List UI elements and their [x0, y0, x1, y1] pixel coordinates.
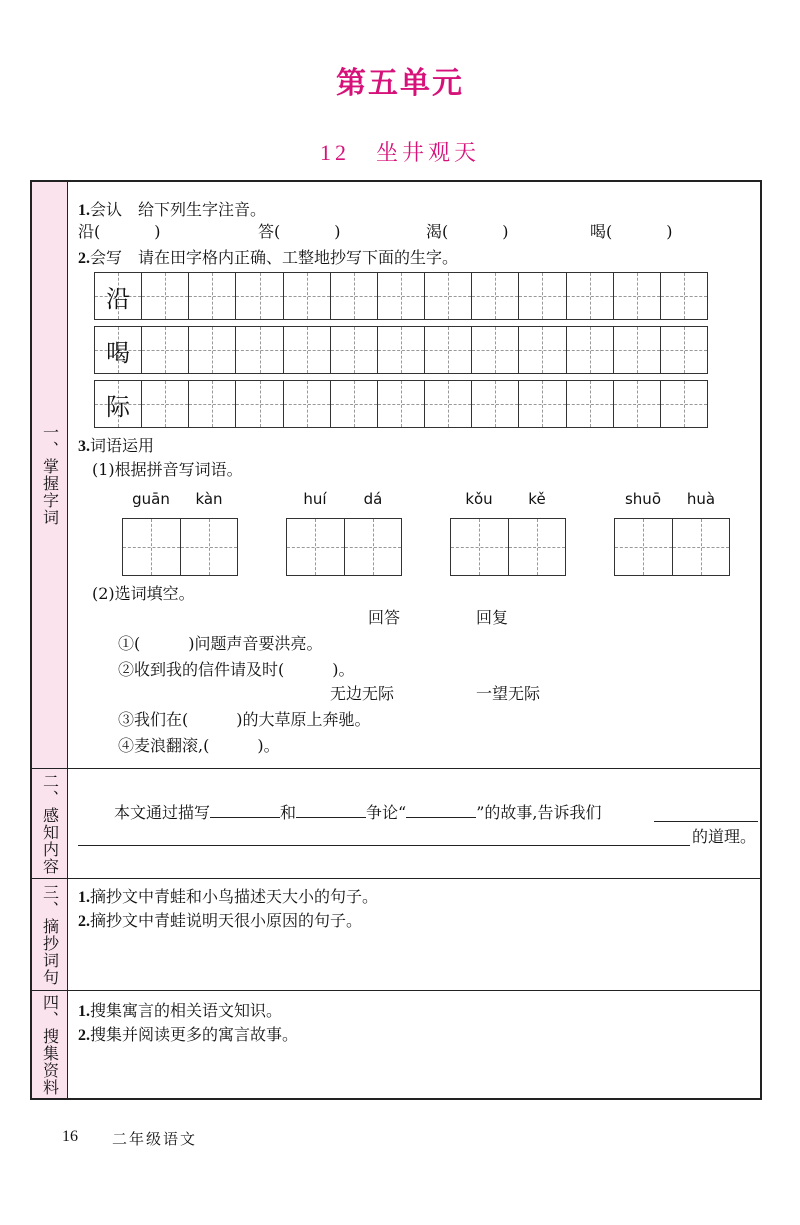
lesson-name: 坐井观天 [375, 141, 480, 166]
lesson-number: 12 [319, 140, 350, 165]
summary-line-1: 本文通过描写 和 争论“ ”的故事,告诉我们 [114, 803, 602, 822]
section-label: 二、感知内容 [32, 769, 68, 878]
section-label: 三、摘抄词句 [32, 879, 68, 990]
answer-blank-2[interactable] [78, 845, 690, 846]
q3-sub1: (1)根据拼音写词语。 [92, 460, 243, 479]
book-title: 二年级语文 [112, 1130, 198, 1148]
option-wubianwuji: 无边无际 [330, 684, 395, 703]
section-label: 四、搜集资料 [32, 991, 68, 1098]
worksheet-table [30, 180, 762, 1100]
q1-char-1[interactable]: 沿( ) [78, 222, 161, 241]
tianzige-row-1[interactable]: 沿 [94, 272, 708, 320]
summary-line-2: 的道理。 [692, 827, 757, 846]
q1-char-3[interactable]: 渴( ) [426, 222, 509, 241]
fill-item-2[interactable]: ②收到我的信件请及时( )。 [118, 660, 355, 679]
lesson-title [0, 136, 800, 167]
tianzige-row-3[interactable]: 际 [94, 380, 708, 428]
section-copy-sentences [32, 879, 760, 991]
collect-item-2: 2.搜集并阅读更多的寓言故事。 [78, 1025, 299, 1044]
pinyin-word-2[interactable]: huí dá [286, 490, 402, 580]
pinyin-word-4[interactable]: shuō huà [614, 490, 730, 580]
q1-char-4[interactable]: 喝( ) [590, 222, 673, 241]
unit-title: 第五单元 [336, 66, 464, 101]
section-perceive-content [32, 769, 760, 879]
answer-blank-1[interactable] [654, 821, 758, 822]
copy-item-2: 2.摘抄文中青蛙说明天很小原因的句子。 [78, 911, 363, 930]
q1-char-2[interactable]: 答( ) [258, 222, 341, 241]
pinyin-word-3[interactable]: kǒu kě [450, 490, 566, 580]
fill-item-1[interactable]: ①( )问题声音要洪亮。 [118, 634, 323, 653]
q3-sub2: (2)选词填空。 [92, 584, 195, 603]
section-collect-materials [32, 991, 760, 1098]
q2-line: 2.会写 请在田字格内正确、工整地抄写下面的生字。 [78, 248, 459, 267]
option-huifu: 回复 [476, 608, 509, 627]
fill-item-3[interactable]: ③我们在( )的大草原上奔驰。 [118, 710, 371, 729]
tianzige-row-2[interactable]: 喝 [94, 326, 708, 374]
option-yiwangwuji: 一望无际 [476, 684, 541, 703]
q1-line: 1.会认 给下列生字注音。 [78, 200, 267, 219]
page-number: 16 [62, 1128, 78, 1145]
section-master-words [32, 182, 760, 769]
pinyin-word-1[interactable]: guān kàn [122, 490, 238, 580]
section-label: 一、掌握字词 [32, 182, 68, 768]
collect-item-1: 1.搜集寓言的相关语文知识。 [78, 1001, 283, 1020]
q3-heading: 3.词语运用 [78, 436, 155, 455]
fill-item-4[interactable]: ④麦浪翻滚,( )。 [118, 736, 280, 755]
option-huida: 回答 [368, 608, 401, 627]
copy-item-1: 1.摘抄文中青蛙和小鸟描述天大小的句子。 [78, 887, 379, 906]
